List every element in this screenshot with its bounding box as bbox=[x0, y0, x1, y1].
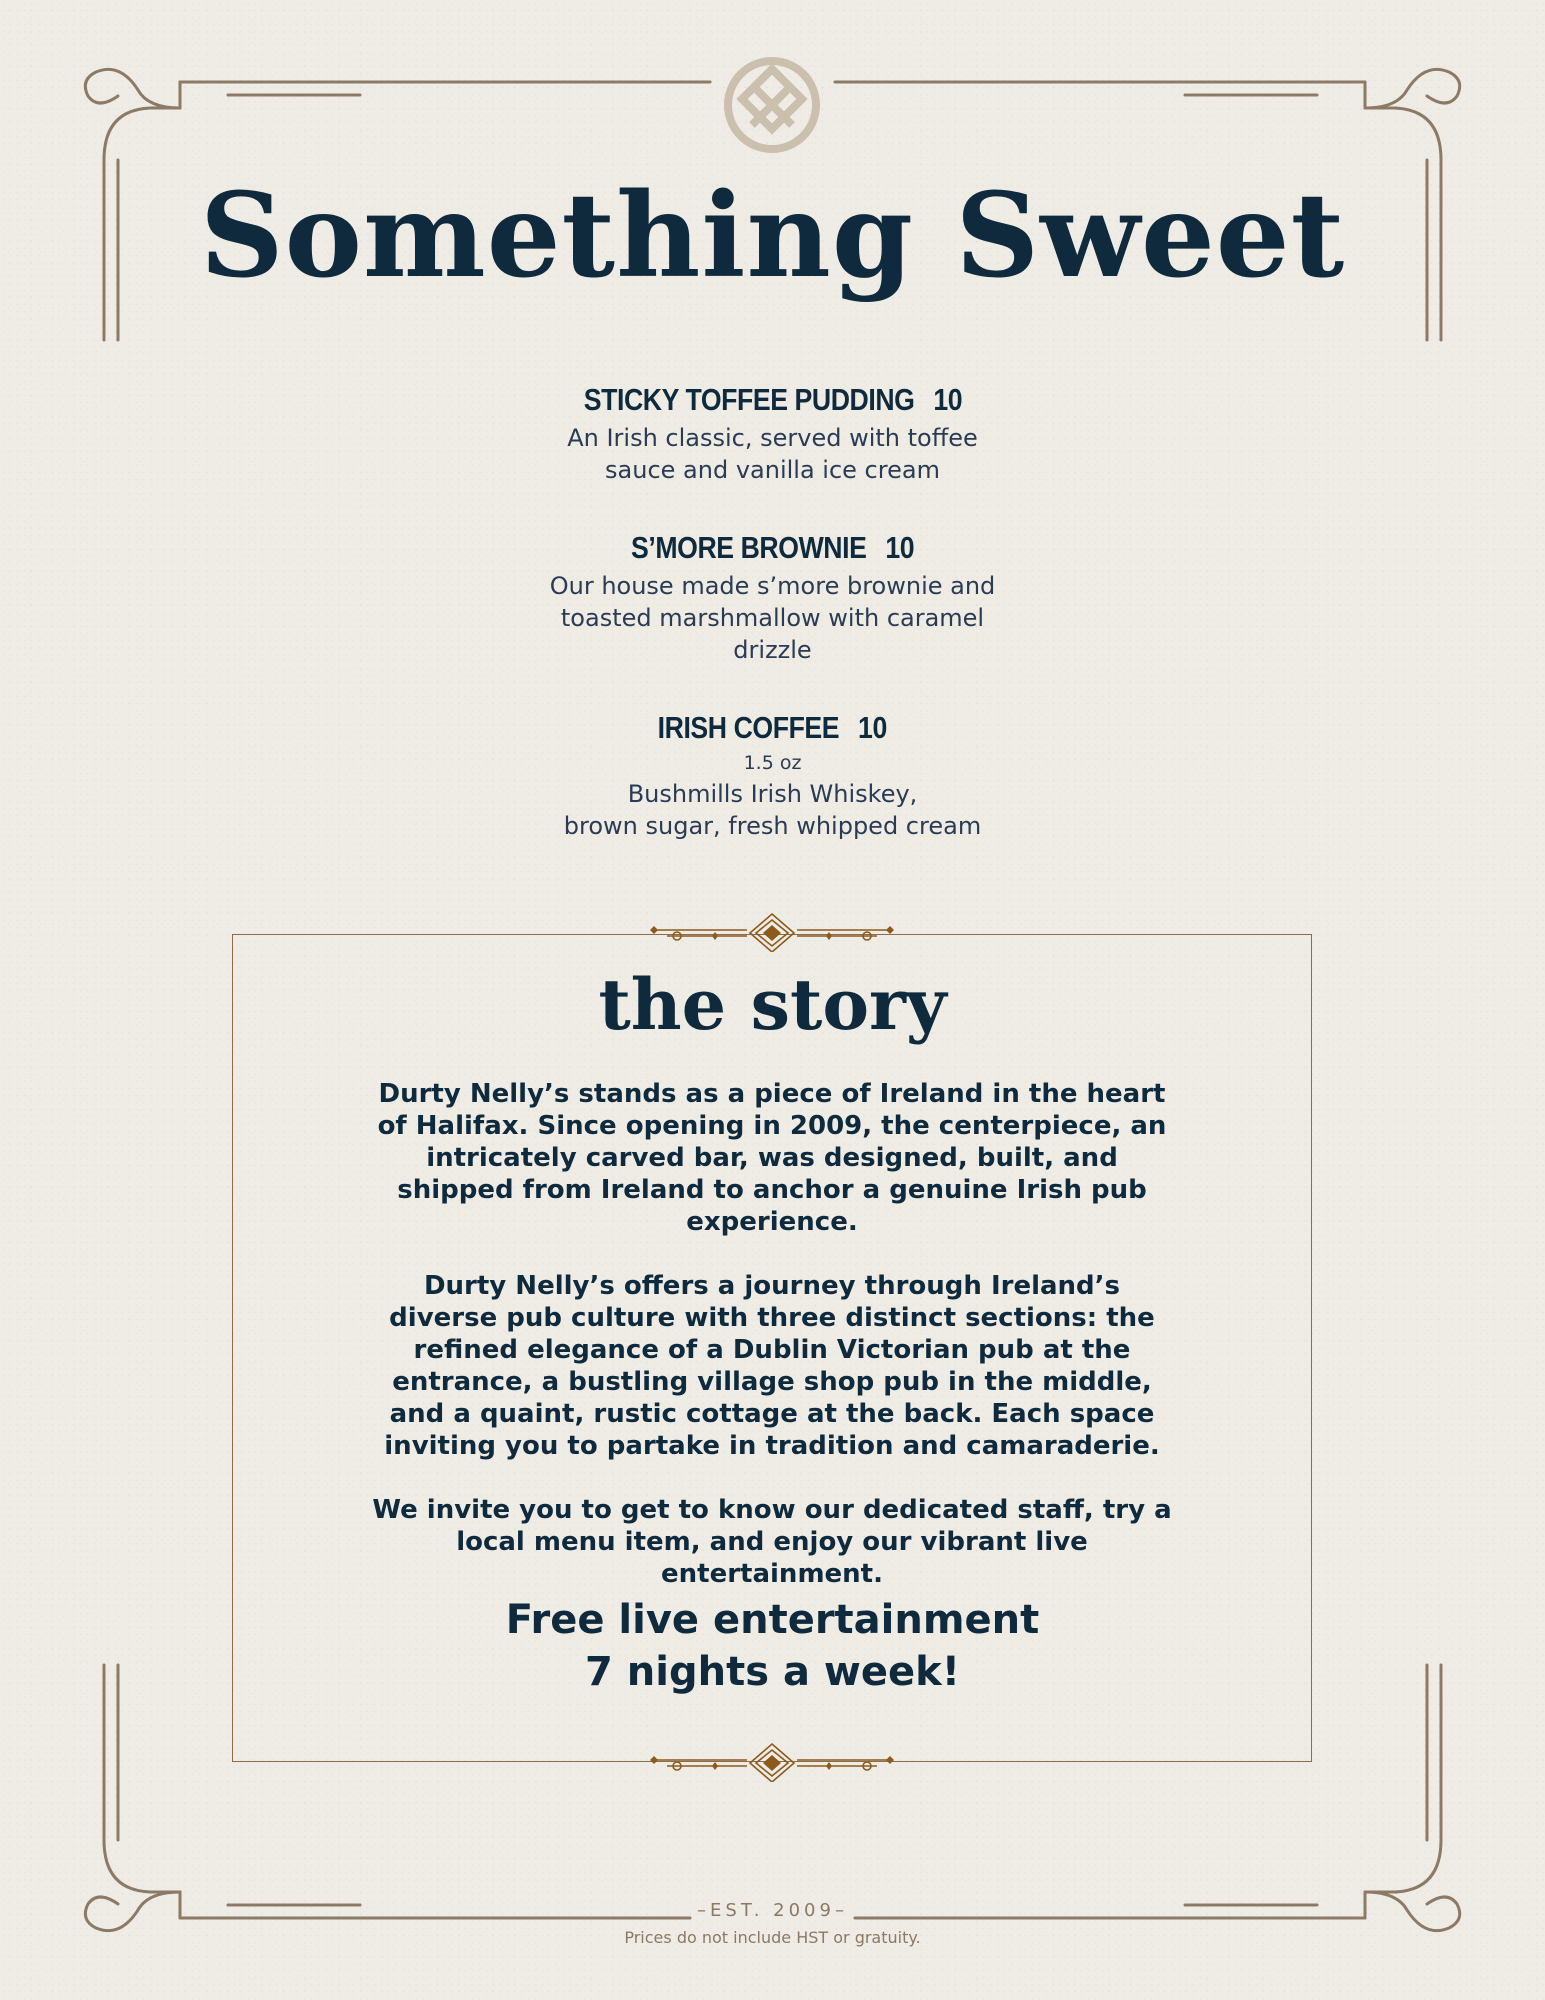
page-title: Something Sweet bbox=[199, 168, 1346, 304]
item-name: STICKY TOFFEE PUDDING bbox=[583, 382, 914, 417]
item-size: 1.5 oz bbox=[743, 752, 802, 774]
item-price: 10 bbox=[858, 710, 888, 745]
menu-list bbox=[0, 382, 1545, 886]
item-name: IRISH COFFEE bbox=[657, 710, 840, 745]
established-label: –EST. 2009– bbox=[697, 1900, 848, 1921]
diamond-ornament-icon bbox=[642, 912, 902, 952]
entertainment-tagline bbox=[0, 1594, 1545, 1698]
item-description: An Irish classic, served with toffee sauce and vanilla ice cream bbox=[567, 424, 978, 484]
item-name: S’MORE BROWNIE bbox=[630, 530, 867, 565]
tagline-line: 7 nights a week! bbox=[585, 1649, 960, 1695]
price-disclaimer: Prices do not include HST or gratuity. bbox=[624, 1928, 921, 1947]
story-paragraph: Durty Nelly’s offers a journey through Ireland’s diverse pub culture with three distinct sections: the refined elegance of a Dublin Victorian pub at the entrance, a bustling village shop pub in the middle, and a quaint, rustic cottage at the back. Each space inviting you to partake in tradition and camaraderie. bbox=[384, 1271, 1160, 1461]
story-body bbox=[372, 1078, 1172, 1622]
menu-item bbox=[0, 382, 1545, 486]
story-paragraph: We invite you to get to know our dedicated staff, try a local menu item, and enjoy our vibrant live entertainment. bbox=[372, 1495, 1172, 1589]
story-paragraph: Durty Nelly’s stands as a piece of Ireland in the heart of Halifax. Since opening in 2009, the centerpiece, an intricately carved bar, was designed, built, and shipped from Ireland to anchor a genuine Irish pub experience. bbox=[377, 1079, 1167, 1237]
celtic-knot-icon bbox=[722, 55, 822, 155]
menu-item bbox=[0, 710, 1545, 842]
story-title: the story bbox=[598, 963, 947, 1046]
item-description: Bushmills Irish Whiskey, brown sugar, fresh whipped cream bbox=[563, 780, 982, 840]
item-price: 10 bbox=[885, 530, 915, 565]
item-description: Our house made s’more brownie and toasted marshmallow with caramel drizzle bbox=[549, 572, 996, 664]
diamond-ornament-icon bbox=[642, 1742, 902, 1782]
item-price: 10 bbox=[932, 382, 962, 417]
tagline-line: Free live entertainment bbox=[505, 1597, 1040, 1643]
menu-item bbox=[0, 530, 1545, 666]
